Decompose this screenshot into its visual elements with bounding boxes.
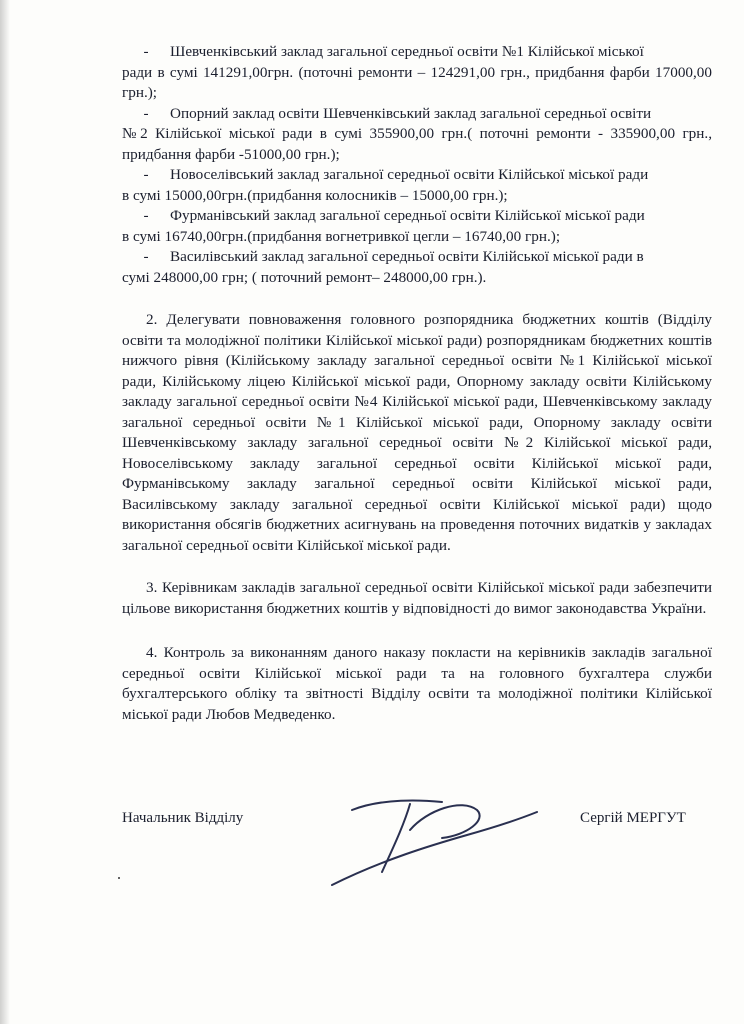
- list-item: [122, 206, 712, 227]
- list-dash: -: [143, 166, 149, 183]
- list-item: [122, 165, 712, 186]
- list-item: [122, 42, 712, 63]
- signature-block: [122, 810, 712, 900]
- list-item-first-line: Опорний заклад освіти Шевченківський заклад загальної середньої освіти: [170, 104, 652, 122]
- list-dash: -: [143, 207, 149, 224]
- list-dash: -: [143, 43, 149, 60]
- list-dash: -: [143, 104, 149, 122]
- list-item-first-line: Новоселівський заклад загальної середньої освіти Кілійської міської ради: [170, 166, 649, 183]
- document-body: [122, 42, 712, 725]
- list-item: [122, 247, 712, 268]
- signatory-name: Сергій МЕРГУТ: [580, 810, 686, 826]
- paragraph-item-3: 3. Керівникам закладів загальної середньої освіти Кілійської міської ради забезпечити цільове використання бюджетних коштів у відповідності до вимог законодавства України.: [122, 579, 712, 617]
- list-item-first-line: Шевченківський заклад загальної середньої освіти №1 Кілійської міської: [170, 43, 644, 60]
- list-item-first-line: Василівський заклад загальної середньої освіти Кілійської міської ради в: [170, 248, 644, 265]
- list-dash: -: [143, 248, 149, 265]
- list-item-continuation: сумі 248000,00 грн; ( поточний ремонт– 248000,00 грн.).: [122, 268, 487, 286]
- paragraph-item-2: 2. Делегувати повноваження головного розпорядника бюджетних коштів (Відділу освіти та молодіжної політики Кілійської міської ради) розпорядникам бюджетних коштів нижчого рівня (Кілійському закладу загальної середньої освіти №1 Кілійської міської ради, Кілійському ліцею Кілійської міської ради, Опорному закладу освіти Кілійському закладу загальної середньої освіти №4 Кілійської міської ради, Шевченківському закладу загальної середньої освіти №1 Кілійської міської ради, Опорному закладу освіти Шевченківському закладу загальної середньої освіти №2 Кілійської міської ради, Новоселівському закладу загальної середньої освіти Кілійської міської ради, Фурманівському закладу загальної середньої освіти Кілійської міської ради, Василівському закладу загальної середньої освіти Кілійської міської ради) щодо використання обсягів бюджетних асигнувань на проведення поточних видатків у закладах загальної середньої освіти Кілійської міської ради.: [122, 311, 712, 554]
- signatory-title: Начальник Відділу: [122, 810, 244, 826]
- scan-speck: [118, 877, 120, 879]
- scan-edge-shadow: [0, 0, 10, 1024]
- paragraph-item-4: 4. Контроль за виконанням даного наказу покласти на керівників закладів загальної середньої освіти Кілійської міської ради та на головного бухгалтера служби бухгалтерського обліку та звітності Відділу освіти та молодіжної політики Кілійської міської ради Любов Медведенко.: [122, 644, 712, 723]
- list-item-continuation: в сумі 16740,00грн.(придбання вогнетривкої цегли – 16740,00 грн.);: [122, 227, 561, 245]
- list-item-continuation: ради в сумі 141291,00грн. (поточні ремонти – 124291,00 грн., придбання фарби 17000,00 грн.);: [122, 63, 712, 101]
- list-item-continuation: в сумі 15000,00грн.(придбання колосників – 15000,00 грн.);: [122, 186, 508, 204]
- handwritten-signature: [292, 780, 552, 890]
- list-item-first-line: Фурманівський заклад загальної середньої освіти Кілійської міської ради: [170, 207, 645, 224]
- list-item: [122, 104, 712, 125]
- list-item-continuation: №2 Кілійської міської ради в сумі 355900,00 грн.( поточні ремонти - 335900,00 грн., придбання фарби -51000,00 грн.);: [122, 125, 712, 163]
